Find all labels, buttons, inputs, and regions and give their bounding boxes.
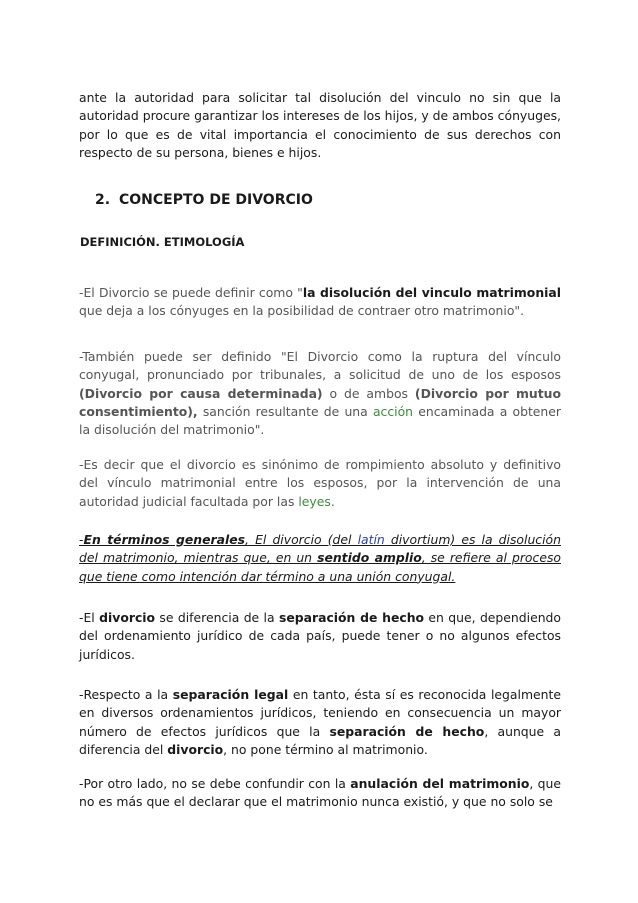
text-run: -Por otro lado, no se debe confundir con la [79,776,351,791]
intro-text: ante la autoridad para solicitar tal disolución del vinculo no sin que la autoridad procure garantizar los intereses de los hijos, y de ambos cónyuges, por lo que es de vital importancia el conocimiento de sus derechos con respecto de su persona, bienes e hijos. [79,90,561,160]
bold-run: la disolución del vinculo matrimonial [302,285,561,300]
bold-run: separación de hecho [278,610,425,625]
section-heading [95,192,313,208]
paragraph-difference [79,609,561,664]
subheading: DEFINICIÓN. ETIMOLOGÍA [80,235,245,249]
link-leyes[interactable]: leyes [298,493,331,509]
text-run: -Respecto a la [79,687,173,702]
text-run: divortium) es la disolución del matrimonio, mientras que, en un [79,532,561,566]
bold-run: sentido amplio [317,550,422,566]
paragraph-definition-2 [79,348,561,439]
text-run: o de ambos [322,385,415,401]
bold-run: divorcio [99,610,156,625]
bold-run: separación legal [172,687,289,702]
paragraph-definition [79,284,561,321]
text-run: , que no es más que el declarar que el matrimonio nunca existió, y que no solo se [79,776,562,810]
text-run: en que, dependiendo del ordenamiento jurídico de cada país, puede tener o no algunos efectos jurídicos. [79,610,562,662]
text-run: que deja a los cónyuges en la posibilidad de contraer otro matrimonio". [79,303,525,319]
link-latin[interactable]: latín [357,532,385,547]
text-run: -El [79,610,100,625]
text-run: , no pone término al matrimonio. [223,741,428,757]
text-run: -Es decir que el divorcio es sinónimo de rompimiento absoluto y definitivo del vínculo matrimonial entre los esposos, por la intervención de una autoridad judicial facultada por las [79,457,561,509]
text-run: encaminada a obtener la disolución del matrimonio". [79,403,561,438]
paragraph-general-terms [79,531,561,586]
bold-run: (Divorcio por mutuo consentimiento), [79,385,561,419]
paragraph-annulment [79,775,561,812]
paragraph-legal-separation [79,686,561,759]
text-run: . [330,493,335,509]
bold-run: anulación del matrimonio [350,776,530,791]
bold-run: (Divorcio por causa determinada) [79,385,323,401]
section-number: 2. [95,192,111,208]
text-run: - [79,532,84,547]
text-run: -El Divorcio se puede definir como " [79,285,303,300]
link-accion[interactable]: acción [372,403,414,419]
text-run: sanción resultante de una [197,403,373,419]
text-run: en tanto, ésta sí es reconocida legalmente en diversos ordenamientos jurídicos, teniendo en consecuencia un mayor número de efectos jurídicos que la [79,687,561,739]
bold-run: separación de hecho [329,723,485,739]
text-run: , aunque a diferencia del [79,723,561,757]
text-run: -También puede ser definido "El Divorcio como la ruptura del vínculo conyugal, pronunciado por tribunales, a solicitud de uno de los esposos [79,349,561,383]
text-run: se diferencia de la [155,610,279,625]
section-title: CONCEPTO DE DIVORCIO [119,192,313,208]
text-run: , se refiere al proceso que tiene como intención dar término a una unión conyugal. [79,550,561,584]
bold-run: En términos generales [83,532,246,547]
bold-run: divorcio [167,741,224,757]
intro-paragraph [79,89,561,162]
paragraph-synonym [79,456,561,511]
text-run: , El divorcio (del [245,532,358,547]
